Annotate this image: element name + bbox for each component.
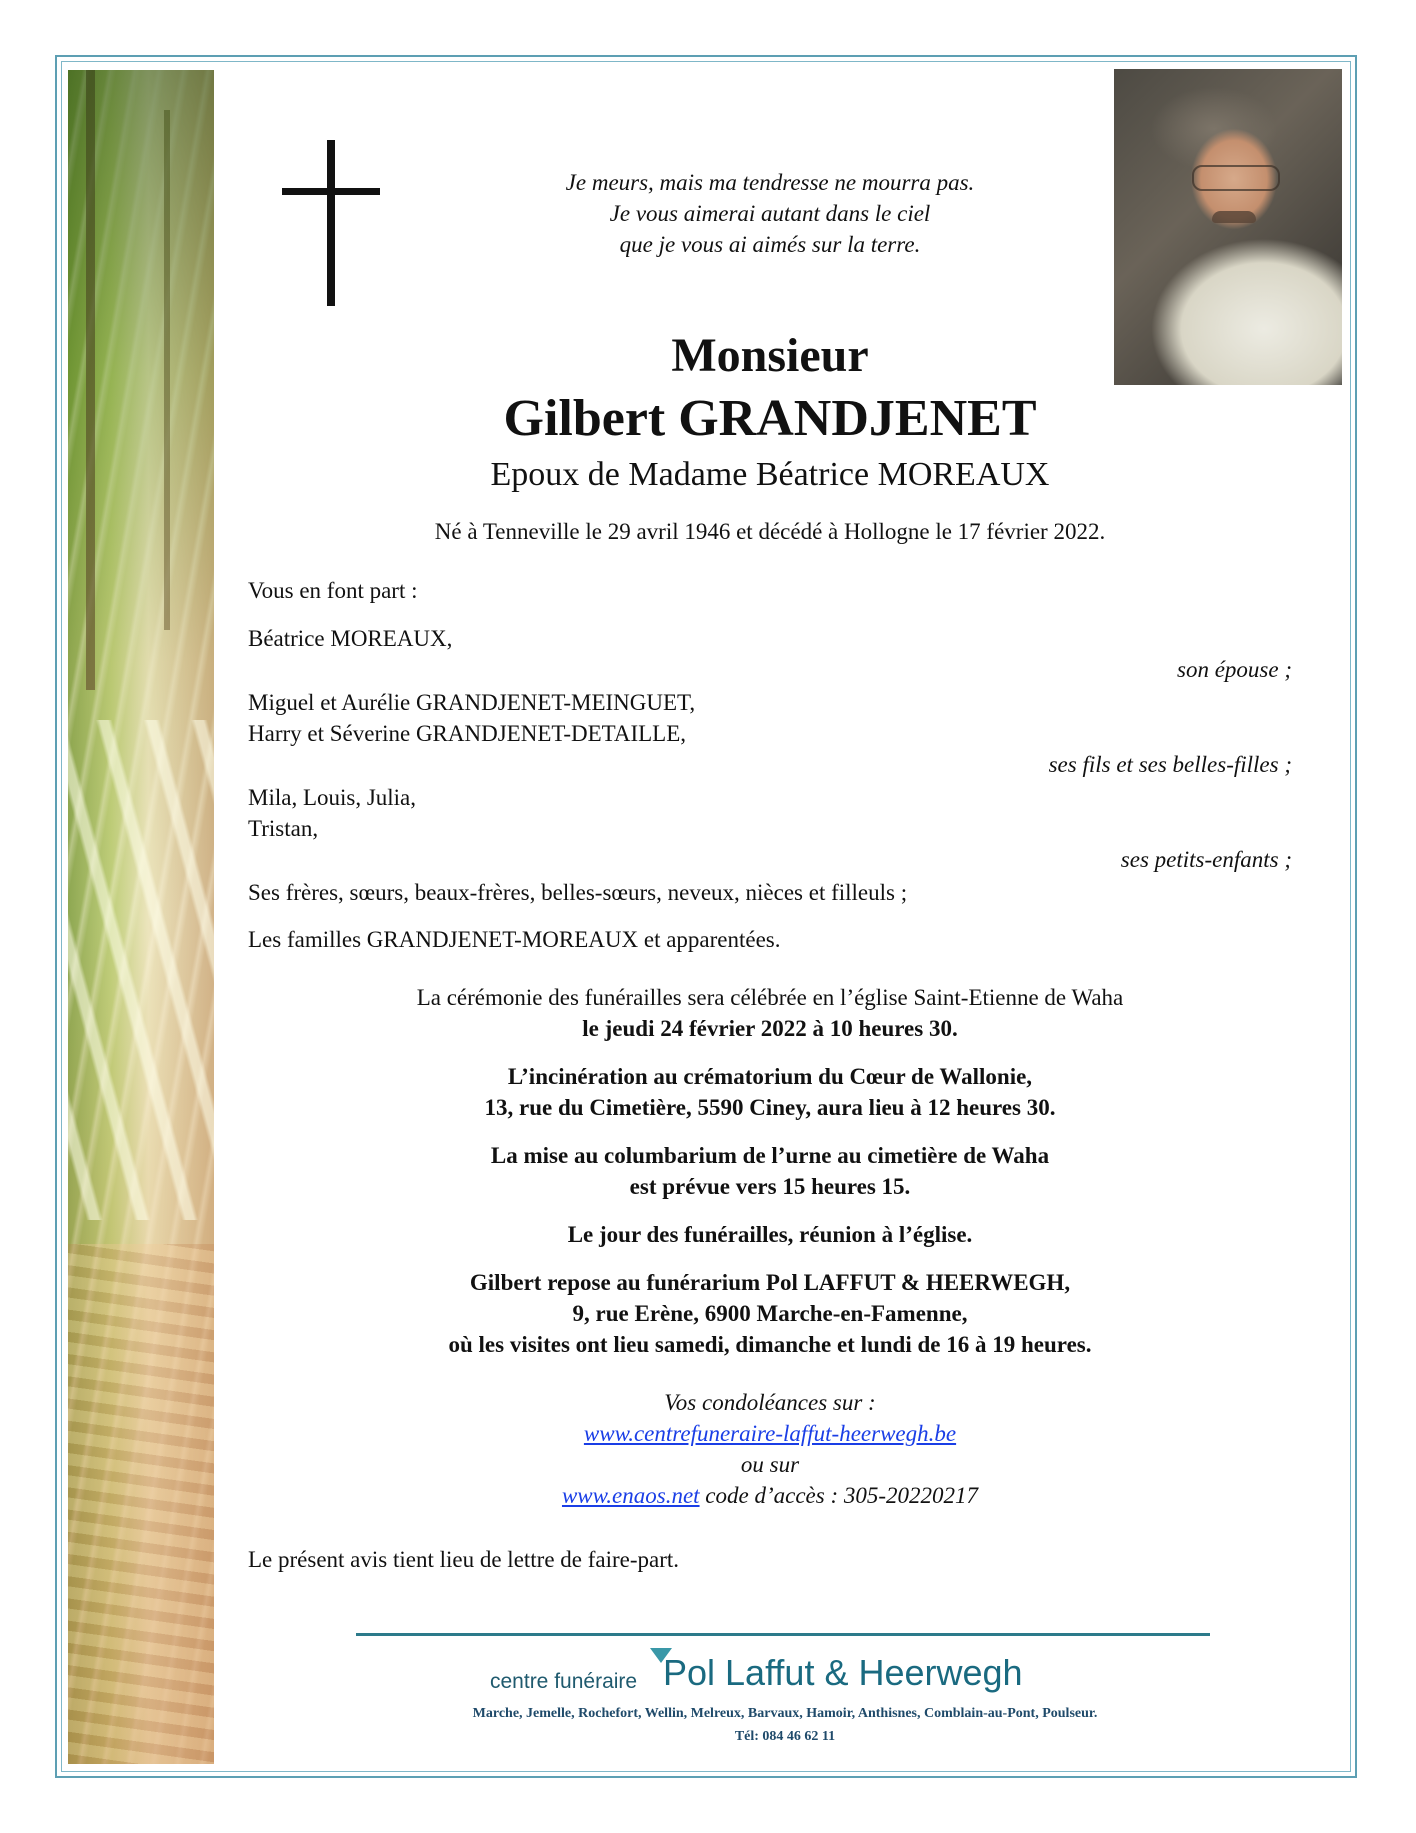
columbarium-line: est prévue vers 15 heures 15. bbox=[629, 1174, 911, 1199]
family-member: Béatrice MOREAUX, bbox=[248, 626, 453, 651]
ceremony-date: le jeudi 24 février 2022 à 10 heures 30. bbox=[582, 1016, 958, 1041]
logo-brand: Pol Laffut & Heerwegh bbox=[663, 1652, 1023, 1693]
condolences-or: ou sur bbox=[740, 1452, 800, 1477]
condolences-link-row bbox=[250, 1421, 1290, 1447]
ceremony-line: La cérémonie des funérailles sera célébrée en l’église Saint-Etienne de Waha bbox=[416, 985, 1124, 1010]
poem-line: que je vous ai aimés sur la terre. bbox=[619, 232, 921, 257]
family-member: Ses frères, sœurs, beaux-frères, belles-sœurs, neveux, nièces et filleuls ; bbox=[248, 880, 908, 905]
footer-phone: Tél: 084 46 62 11 bbox=[734, 1729, 836, 1744]
relation-label: son épouse ; bbox=[1177, 657, 1292, 682]
columbarium-line: La mise au columbarium de l’urne au cimetière de Waha bbox=[490, 1143, 1050, 1168]
tree-trunk bbox=[164, 110, 170, 630]
enaos-link[interactable]: www.enaos.net bbox=[561, 1483, 700, 1508]
logo-subtitle: centre funéraire bbox=[490, 1670, 638, 1693]
cremation-line: 13, rue du Cimetière, 5590 Ciney, aura lieu à 12 heures 30. bbox=[484, 1095, 1056, 1120]
family-member: Miguel et Aurélie GRANDJENET-MEINGUET, bbox=[248, 690, 696, 715]
poem-line: Je vous aimerai autant dans le ciel bbox=[609, 201, 931, 226]
birth-death-line: Né à Tenneville le 29 avril 1946 et décédé à Hollogne le 17 février 2022. bbox=[434, 519, 1106, 544]
condolences-website-link[interactable]: www.centrefuneraire-laffut-heerwegh.be bbox=[583, 1421, 957, 1446]
relation-label: ses petits-enfants ; bbox=[1120, 847, 1292, 872]
relation-label: ses fils et ses belles-filles ; bbox=[1048, 752, 1292, 777]
forest-path-image bbox=[68, 70, 214, 1764]
meeting-line: Le jour des funérailles, réunion à l’église. bbox=[567, 1222, 973, 1247]
sun-rays bbox=[68, 720, 214, 1220]
footer-locations: Marche, Jemelle, Rochefort, Wellin, Melreux, Barvaux, Hamoir, Anthisnes, Comblain-au-Pont, Poulseur. bbox=[472, 1706, 1098, 1721]
portrait-photo bbox=[1114, 69, 1342, 385]
cremation-line: L’incinération au crématorium du Cœur de Wallonie, bbox=[507, 1064, 1033, 1089]
spouse-line: Epoux de Madame Béatrice MOREAUX bbox=[490, 456, 1050, 493]
announcement-intro: Vous en font part : bbox=[248, 578, 418, 603]
funerarium-line: Gilbert repose au funérarium Pol LAFFUT & HEERWEGH, bbox=[469, 1270, 1071, 1295]
family-member: Les familles GRANDJENET-MOREAUX et apparentées. bbox=[248, 927, 781, 952]
tree-trunk bbox=[86, 70, 95, 690]
family-member: Tristan, bbox=[248, 816, 319, 841]
deceased-name: Gilbert GRANDJENET bbox=[503, 390, 1037, 447]
honorific: Monsieur bbox=[671, 329, 869, 382]
footer-rule bbox=[356, 1633, 1210, 1636]
closing-note: Le présent avis tient lieu de lettre de faire-part. bbox=[248, 1547, 680, 1572]
access-code: code d’accès : 305-20220217 bbox=[699, 1483, 979, 1508]
family-member: Harry et Séverine GRANDJENET-DETAILLE, bbox=[248, 721, 687, 746]
visits-line: où les visites ont lieu samedi, dimanche et lundi de 16 à 19 heures. bbox=[448, 1332, 1092, 1357]
cross-icon bbox=[282, 140, 382, 306]
funerarium-line: 9, rue Erène, 6900 Marche-en-Famenne, bbox=[572, 1301, 968, 1326]
forest-path bbox=[68, 1244, 214, 1764]
condolences-enaos-row bbox=[250, 1483, 1290, 1509]
family-member: Mila, Louis, Julia, bbox=[248, 785, 417, 810]
condolences-label: Vos condoléances sur : bbox=[664, 1390, 876, 1415]
poem-line: Je meurs, mais ma tendresse ne mourra pas. bbox=[565, 170, 975, 195]
